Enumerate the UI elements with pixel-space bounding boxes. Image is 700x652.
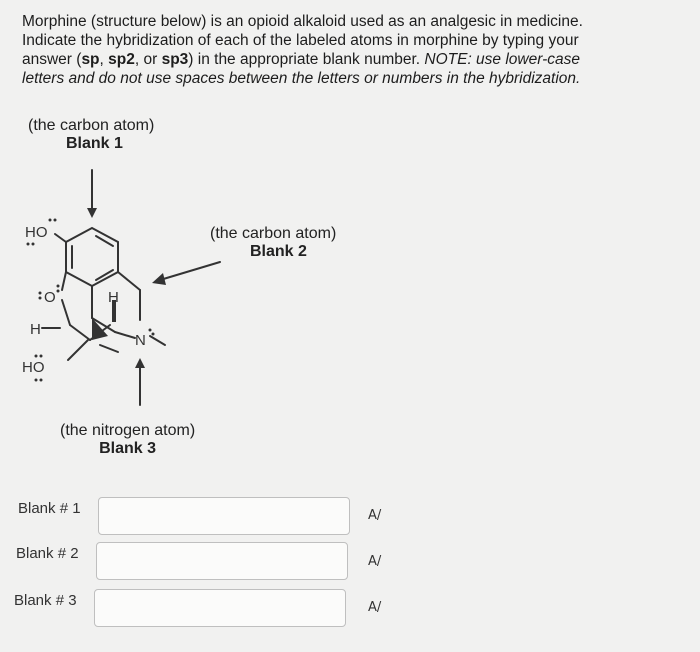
blank-2-input[interactable] (96, 542, 348, 580)
label-2-desc: (the carbon atom) (210, 225, 337, 242)
bond-to-n (115, 332, 135, 338)
spellcheck-icon-2[interactable]: A/ (368, 554, 382, 569)
answer-label-3: Blank # 3 (14, 592, 77, 609)
label-1-desc: (the carbon atom) (28, 117, 155, 134)
label-2-blank: Blank 2 (250, 243, 307, 260)
question-text (22, 12, 687, 88)
label-1-blank: Blank 1 (66, 135, 123, 152)
bond-n-methyl (150, 336, 165, 345)
label-blank-3 (60, 422, 195, 458)
label-3-desc: (the nitrogen atom) (60, 422, 196, 439)
answer-label-2: Blank # 2 (16, 545, 79, 562)
spellcheck-icon-1[interactable]: A/ (368, 508, 382, 523)
bond-lower-2 (70, 325, 90, 340)
question-line-3-post: ) in the appropriate blank number. (188, 51, 425, 68)
bond-lower-left (68, 340, 88, 360)
bond-ho-top (55, 234, 66, 242)
note-text-2: letters and do not use spaces between the letters or numbers in the hybridization. (22, 70, 581, 87)
ho-top-label: HO (25, 224, 48, 241)
option-separator: , (99, 51, 109, 68)
option-sp3: sp3 (161, 51, 189, 68)
label-blank-1 (28, 117, 154, 153)
answer-label-1: Blank # 1 (18, 500, 81, 517)
h-center-label: H (108, 289, 119, 306)
spellcheck-icon-3[interactable]: A/ (368, 600, 382, 615)
note-text: NOTE: use lower-case (424, 51, 581, 68)
arrow-2-head (152, 273, 166, 285)
blank-3-input[interactable] (94, 589, 346, 627)
arrow-2-shaft (160, 262, 220, 280)
bond-lower-1 (62, 300, 70, 325)
blank-1-input[interactable] (98, 497, 350, 535)
h-left-label: H (30, 321, 41, 338)
arrow-3-head (135, 358, 145, 368)
ho-bottom-label: HO (22, 359, 45, 376)
arrow-1-head (87, 208, 97, 218)
question-line-1: Morphine (structure below) is an opioid alkaloid used as an analgesic in medicine. (22, 13, 583, 30)
n-label: N (135, 332, 146, 349)
question-line-2: Indicate the hybridization of each of the labeled atoms in morphine by typing your (22, 32, 579, 49)
morphine-structure (0, 150, 380, 410)
question-line-3-pre: answer ( (22, 51, 82, 68)
bond-ether (62, 272, 66, 290)
label-3-blank: Blank 3 (99, 440, 157, 457)
option-sp: sp (81, 51, 100, 68)
o-ether-label: O (44, 289, 56, 306)
bond-c-right (118, 272, 140, 290)
double-bond-low (100, 345, 118, 352)
option-or: , or (134, 51, 162, 68)
aromatic-ring (66, 228, 118, 286)
option-sp2: sp2 (108, 51, 135, 68)
